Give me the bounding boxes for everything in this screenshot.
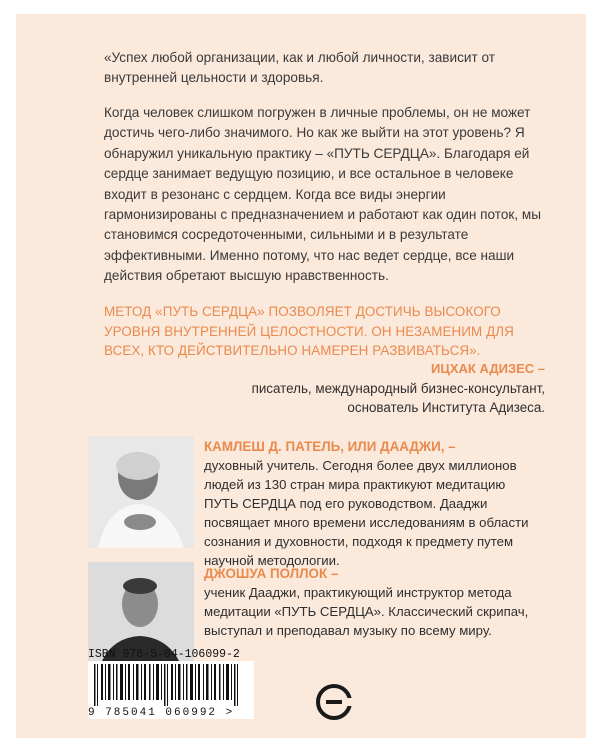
publisher-logo-icon bbox=[316, 684, 352, 725]
barcode-digits: 9 785041 060992 > bbox=[88, 707, 235, 719]
quote-author: ИЦХАК АДИЗЕС – bbox=[431, 361, 545, 376]
author-name-pollock: ДЖОШУА ПОЛЛОК – bbox=[204, 566, 339, 581]
isbn-label: ISBN 978-5-04-106099-2 bbox=[88, 648, 240, 661]
author-name-daaji: КАМЛЕШ Д. ПАТЕЛЬ, ИЛИ ДААДЖИ, – bbox=[204, 439, 456, 454]
quote-paragraph-2: Когда человек слишком погружен в личные проблемы, он не может достичь чего-либо значимого. Но как же выйти на этот уровень? Я обнаружил уникальную практику – «ПУТЬ СЕРДЦА». Благодаря ей сердце занимает ведущую позицию, и все остальное в человеке входит в резонанс с сердцем. Когда все виды энергии гармонизированы с предназначением и работают как один поток, мы становимся сосредоточенными, сильными и в результате эффективными. Именно потому, что нас ведет сердце, все наши действия обретают высшую нравственность. bbox=[104, 105, 541, 284]
portrait-icon bbox=[88, 436, 194, 548]
quote-accent: МЕТОД «ПУТЬ СЕРДЦА» ПОЗВОЛЯЕТ ДОСТИЧЬ ВЫСОКОГО УРОВНЯ ВНУТРЕННЕЙ ЦЕЛОСТНОСТИ. ОН НЕЗАМЕНИМ ДЛЯ ВСЕХ, КТО ДЕЙСТВИТЕЛЬНО НАМЕРЕН РАЗВИВАТЬСЯ». bbox=[104, 304, 514, 359]
barcode-bars bbox=[92, 664, 252, 706]
quote-author-role: писатель, международный бизнес-консультант, основатель Института Адизеса. bbox=[251, 381, 545, 415]
quote-paragraph-1: «Успех любой организации, как и любой личности, зависит от внутренней цельности и здоровья. bbox=[104, 50, 495, 86]
author-bio-pollock: ученик Дааджи, практикующий инструктор метода медитации «ПУТЬ СЕРДЦА». Классический скрипач, выступал и преподавал музыку по всему миру. bbox=[204, 585, 529, 638]
author-bio-daaji: духовный учитель. Сегодня более двух миллионов людей из 130 стран мира практикуют медитацию ПУТЬ СЕРДЦА под его руководством. Дааджи посвящает много времени исследованиям в области сознания и духовности, подходя к предмету путем научной методологии. bbox=[204, 458, 529, 568]
author-photo-daaji bbox=[88, 436, 194, 548]
